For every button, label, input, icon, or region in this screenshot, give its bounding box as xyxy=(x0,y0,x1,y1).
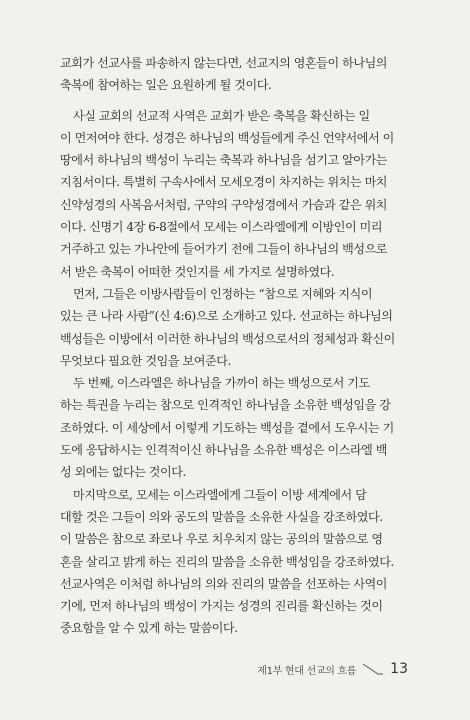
text-line: 교회가 선교사를 파송하지 않는다면, 선교지의 영혼들이 하나님의 xyxy=(60,56,388,70)
text-line: 이 말씀은 참으로 좌로나 우로 치우치지 않는 공의의 말씀으로 영 xyxy=(60,532,383,547)
paragraph-4 xyxy=(60,372,406,483)
page-footer xyxy=(257,661,408,677)
text-line: 대할 것은 그들이 의와 공도의 말씀을 소유한 사실을 강조하였다. xyxy=(60,509,383,524)
text-line: 조하였다. 이 세상에서 이렇게 기도하는 백성을 곁에서 도우시는 기 xyxy=(60,420,394,435)
text-line: 마지막으로, 모세는 이스라엘에게 그들이 이방 세계에서 담 xyxy=(73,487,367,502)
text-line: 무엇보다 필요한 것임을 보여준다. xyxy=(60,353,231,368)
paragraph-5 xyxy=(60,484,406,640)
text-line: 땅에서 하나님의 백성이 누리는 축복과 하나님을 섬기고 알아가는 xyxy=(60,153,388,168)
text-line: 지침서이다. 특별히 구속사에서 모세오경이 차지하는 위치는 마치 xyxy=(60,175,388,190)
text-line: 축복에 참여하는 일은 요원하게 될 것이다. xyxy=(60,78,272,93)
text-line: 도에 응답하시는 인격적이신 하나님을 소유한 백성은 이스라엘 백 xyxy=(60,443,388,458)
text-line: 이다. 신명기 4장 6-8절에서 모세는 이스라엘에게 이방인이 미리 xyxy=(60,220,383,235)
text-line: 성 외에는 없다는 것이다. xyxy=(60,465,186,480)
text-line: 두 번째, 이스라엘은 하나님을 가까이 하는 백성으로서 기도 xyxy=(73,376,370,391)
text-line: 신약성경의 사복음서처럼, 구약의 구약성경에서 가슴과 같은 위치 xyxy=(60,197,388,212)
text-line: 이 먼저여야 한다. 성경은 하나님의 백성들에게 주신 언약서에서 이 xyxy=(60,130,394,145)
paragraph-1 xyxy=(60,52,406,97)
divider-slash-icon xyxy=(362,662,384,676)
paragraph-2 xyxy=(60,105,406,283)
text-line: 혼을 살리고 밝게 하는 진리의 말씀을 소유한 백성임을 강조하였다. xyxy=(60,554,394,569)
text-line: 거주하고 있는 가나안에 들어가기 전에 그들이 하나님의 백성으로 xyxy=(60,242,388,257)
text-line: 백성들은 이방에서 이러한 하나님의 백성으로서의 정체성과 확신이 xyxy=(60,331,395,346)
text-line: 서 받은 축복이 어떠한 것인지를 세 가지로 설명하였다. xyxy=(60,264,335,279)
text-line: 먼저, 그들은 이방사람들이 인정하는 “참으로 지혜와 지식이 xyxy=(73,286,373,301)
text-line: 있는 큰 나라 사람”(신 4:6)으로 소개하고 있다. 선교하는 하나님의 xyxy=(60,309,393,324)
running-footer-title: 제1부 현대 선교의 흐름 xyxy=(257,665,357,677)
body-text xyxy=(60,52,406,640)
text-line: 기에, 먼저 하나님의 백성이 가지는 성경의 진리를 확신하는 것이 xyxy=(60,599,383,614)
page-number: 13 xyxy=(390,661,408,677)
text-line: 선교사역은 이처럼 하나님의 의와 진리의 말씀을 선포하는 사역이 xyxy=(60,576,388,591)
text-line: 하는 특권을 누리는 참으로 인격적인 하나님을 소유한 백성임을 강 xyxy=(60,398,391,413)
paragraph-3 xyxy=(60,283,406,372)
text-line: 중요함을 알 수 있게 하는 말씀이다. xyxy=(60,621,238,636)
text-line: 사실 교회의 선교적 사역은 교회가 받은 축복을 확신하는 일 xyxy=(73,108,370,123)
